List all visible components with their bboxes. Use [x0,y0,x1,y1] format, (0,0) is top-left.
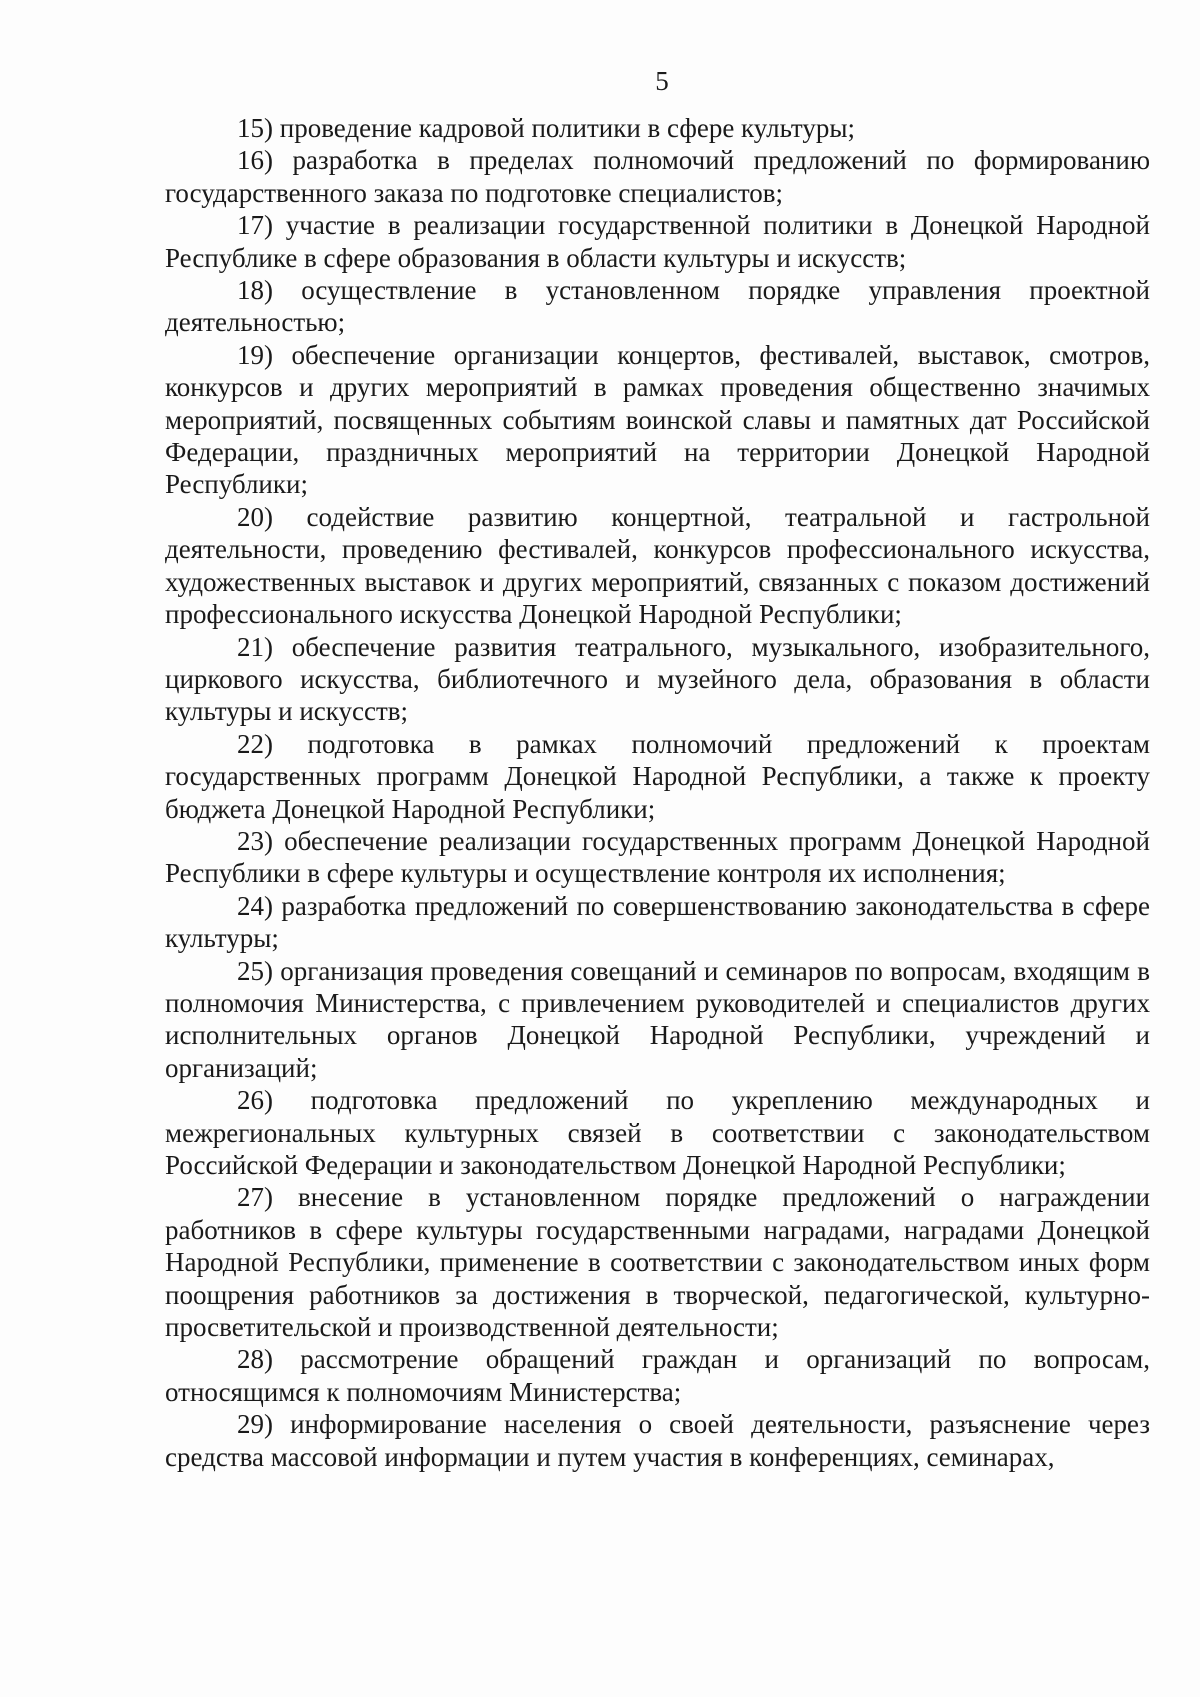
paragraph-item-22: 22) подготовка в рамках полномочий предложений к проектам государственных программ Донецкой Народной Республики, а также к проекту бюджета Донецкой Народной Республики; [165,728,1150,824]
document-body [165,112,1150,1473]
paragraph-item-18: 18) осуществление в установленном порядке управления проектной деятельностью; [165,275,1150,338]
paragraph-item-15: 15) проведение кадровой политики в сфере культуры; [237,113,855,143]
paragraph-item-23: 23) обеспечение реализации государственных программ Донецкой Народной Республики в сфере культуры и осуществление контроля их исполнения; [165,825,1150,889]
paragraph-item-17: 17) участие в реализации государственной политики в Донецкой Народной Республике в сфере образования в области культуры и искусств; [165,210,1150,273]
paragraph-item-21: 21) обеспечение развития театрального, музыкального, изобразительного, циркового искусства, библиотечного и музейного дела, образования в области культуры и искусств; [165,631,1150,727]
paragraph-item-29: 29) информирование населения о своей деятельности, разъяснение через средства массовой информации и путем участия в конференциях, семинарах, [165,1409,1150,1472]
paragraph-item-16: 16) разработка в пределах полномочий предложений по формированию государственного заказа по подготовке специалистов; [165,145,1150,208]
paragraph-item-26: 26) подготовка предложений по укреплению международных и межрегиональных культурных связей в соответствии с законодательством Российской Федерации и законодательством Донецкой Народной Республики; [165,1085,1150,1180]
paragraph-item-25: 25) организация проведения совещаний и семинаров по вопросам, входящим в полномочия Министерства, с привлечением руководителей и специалистов других исполнительных органов Донецкой Народной Республики, учреждений и организаций; [165,955,1150,1083]
paragraph-item-27: 27) внесение в установленном порядке предложений о награждении работников в сфере культуры государственными наградами, наградами Донецкой Народной Республики, применение в соответствии с законодательством иных форм поощрения работников за достижения в творческой, педагогической, культурно-просветительской и производственной деятельности; [165,1182,1150,1343]
page-number: 5 [655,66,669,96]
paragraph-item-28: 28) рассмотрение обращений граждан и организаций по вопросам, относящимся к полномочиям Министерства; [165,1344,1150,1407]
paragraph-item-19: 19) обеспечение организации концертов, фестивалей, выставок, смотров, конкурсов и других мероприятий в рамках проведения общественно значимых мероприятий, посвященных событиям воинской славы и памятных дат Российской Федерации, праздничных мероприятий на территории Донецкой Народной Республики; [165,339,1150,500]
paragraph-item-20: 20) содействие развитию концертной, театральной и гастрольной деятельности, проведению фестивалей, конкурсов профессионального искусства, художественных выставок и других мероприятий, связанных с показом достижений профессионального искусства Донецкой Народной Республики; [165,501,1150,630]
paragraph-item-24: 24) разработка предложений по совершенствованию законодательства в сфере культуры; [165,890,1150,954]
